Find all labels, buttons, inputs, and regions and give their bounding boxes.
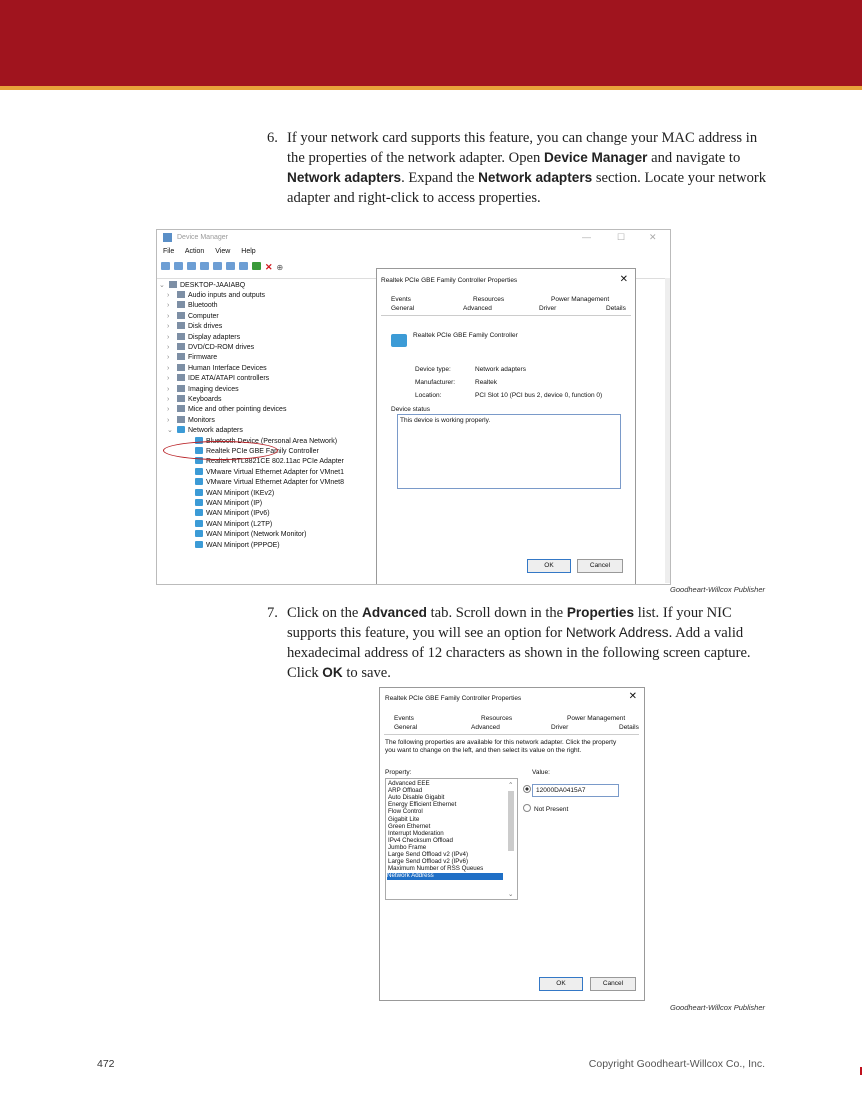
device-category-icon — [177, 426, 185, 433]
property-list-item[interactable]: Flow Control — [388, 808, 423, 816]
property-list-scrollbar[interactable] — [505, 779, 517, 899]
highlight-circle — [163, 441, 278, 460]
expand-arrow-icon[interactable]: › — [167, 344, 170, 351]
cancel-button[interactable]: Cancel — [590, 977, 636, 991]
network-adapter-icon — [195, 468, 203, 475]
scan-icon[interactable]: ⊕ — [276, 263, 284, 272]
cancel-button[interactable]: Cancel — [577, 559, 623, 573]
menu-action[interactable]: Action — [184, 248, 205, 255]
step-number: 6. — [267, 130, 278, 146]
ok-button[interactable]: OK — [539, 977, 583, 991]
property-list-item[interactable]: Large Send Offload v2 (IPv6) — [388, 858, 469, 866]
expand-arrow-icon[interactable]: › — [167, 406, 170, 414]
device-category-icon — [177, 333, 185, 340]
tab-divider — [384, 734, 639, 735]
device-category-icon — [177, 322, 185, 329]
advanced-description: The following properties are available for this network adapter. Click the property you want to change on the left, and then select its value on the right. — [385, 739, 617, 754]
emphasis-term: Advanced — [362, 605, 427, 620]
tree-category[interactable]: › Imaging devices — [167, 385, 239, 393]
device-category-icon — [177, 395, 185, 402]
expand-arrow-icon[interactable]: › — [167, 312, 170, 320]
step-7-text — [267, 603, 777, 683]
device-status-text: This device is working properly. — [400, 417, 491, 424]
device-category-icon — [177, 385, 185, 392]
list-icon[interactable] — [200, 262, 209, 270]
property-list-item[interactable]: Large Send Offload v2 (IPv4) — [388, 851, 469, 858]
emphasis-term: Network adapters — [287, 170, 402, 185]
location-label: Location: — [415, 392, 442, 399]
network-adapter-icon — [391, 334, 407, 347]
update-driver-icon[interactable] — [252, 262, 261, 270]
collapse-arrow-icon[interactable]: ⌄ — [167, 427, 173, 435]
property-list-item[interactable]: Advanced EEE — [388, 780, 430, 787]
forward-icon[interactable] — [174, 262, 183, 270]
tree-category[interactable]: › Bluetooth — [167, 302, 218, 310]
step-text-run: . Add a valid hexadecimal address of 12 characters as shown in the following screen capture. Click — [287, 625, 751, 681]
step-text-run: and navigate to — [647, 150, 741, 166]
scroll-thumb[interactable] — [508, 791, 514, 851]
step-text-run: If your network card supports this feature, you can change your MAC address in the properties of the network adapter. Open — [287, 130, 758, 166]
properties-dialog — [376, 268, 636, 585]
not-present-option[interactable]: Not Present — [523, 804, 568, 813]
tree-adapter-item[interactable]: WAN Miniport (PPPOE) — [195, 541, 280, 551]
tree-category[interactable]: › Audio inputs and outputs — [167, 292, 266, 299]
manufacturer-value: Realtek — [475, 379, 498, 386]
property-list-item[interactable]: ARP Offload — [388, 787, 423, 795]
tree-category[interactable]: › IDE ATA/ATAPI controllers — [167, 375, 270, 383]
step-text-run: to save. — [342, 665, 391, 681]
tab-divider — [381, 315, 631, 316]
tree-adapter-item[interactable]: VMware Virtual Ethernet Adapter for VMnet8 — [195, 478, 344, 488]
device-type-value: Network adapters — [475, 366, 526, 373]
property-list-item[interactable]: IPv4 Checksum Offload — [388, 836, 453, 844]
emphasis-term: Properties — [566, 605, 635, 620]
tab-resources[interactable]: Resources — [481, 715, 513, 722]
image-credit-2: Goodheart-Willcox Publisher — [670, 1003, 765, 1012]
property-list-item[interactable]: Maximum Number of RSS Queues — [388, 865, 484, 873]
property-label: Property: — [385, 769, 412, 776]
step-text-run: list. If your NIC supports this feature, you will see an option for — [287, 605, 732, 641]
tab-advanced[interactable]: Advanced — [463, 305, 492, 312]
network-adapter-icon — [195, 478, 203, 485]
device-category-icon — [177, 416, 185, 423]
expand-arrow-icon[interactable]: › — [167, 323, 170, 331]
tab-power-management[interactable]: Power Management — [551, 296, 610, 303]
step-body — [287, 130, 766, 206]
expand-arrow-icon[interactable]: › — [167, 354, 170, 362]
dialog-title: Realtek PCIe GBE Family Controller Properties — [385, 695, 522, 702]
tree-category[interactable]: ⌄ Network adapters — [167, 427, 243, 435]
expand-arrow-icon[interactable]: › — [167, 302, 170, 310]
tab-power-management[interactable]: Power Management — [567, 715, 626, 722]
device-name: Realtek PCIe GBE Family Controller — [413, 332, 518, 339]
step-text-run: tab. Scroll down in the — [426, 605, 567, 621]
dialog-close-icon[interactable]: ✕ — [628, 691, 637, 702]
device-category-icon — [177, 364, 185, 371]
tree-adapter-item[interactable]: Realtek PCIe GBE Family Controller — [195, 447, 319, 457]
tab-details[interactable]: Details — [606, 305, 626, 312]
tree-category[interactable]: › Keyboards — [167, 396, 222, 403]
device-manager-screenshot — [156, 229, 671, 585]
value-label: Value: — [532, 769, 550, 776]
tab-resources[interactable]: Resources — [473, 296, 505, 303]
tree-scrollbar[interactable] — [665, 278, 670, 583]
image-credit-1: Goodheart-Willcox Publisher — [670, 585, 765, 594]
property-list-item[interactable]: Network Address — [387, 873, 503, 880]
tree-adapter-item[interactable]: WAN Miniport (IP) — [195, 499, 262, 509]
step-body — [287, 605, 751, 681]
tree-adapter-item[interactable]: Realtek RTL8821CE 802.11ac PCIe Adapter — [195, 457, 344, 467]
device-category-icon — [177, 301, 185, 308]
page-header-band — [0, 0, 862, 86]
advanced-properties-dialog — [379, 687, 645, 1001]
tree-category[interactable]: › Monitors — [167, 416, 215, 424]
property-list[interactable] — [385, 778, 518, 900]
uninstall-icon[interactable]: ✕ — [265, 262, 273, 272]
menu-file[interactable]: File — [163, 248, 175, 255]
expand-arrow-icon[interactable]: › — [167, 364, 170, 372]
tree-category[interactable]: › Display adapters — [167, 333, 241, 341]
property-list-item[interactable]: Interrupt Moderation — [388, 829, 444, 837]
device-status-box[interactable] — [397, 414, 621, 489]
device-type-label: Device type: — [415, 366, 451, 373]
ok-button[interactable]: OK — [527, 559, 571, 573]
device-category-icon — [177, 312, 185, 319]
device-category-icon — [177, 343, 185, 350]
device-status-label: Device status — [391, 406, 431, 413]
toolbar — [161, 262, 283, 274]
emphasis-term: OK — [322, 665, 343, 680]
network-adapter-icon — [195, 489, 203, 496]
expand-arrow-icon[interactable]: › — [167, 375, 170, 383]
network-adapter-icon — [195, 541, 203, 548]
device-manager-icon — [163, 233, 172, 242]
device-manager-titlebar — [157, 230, 670, 245]
property-list-item[interactable]: Gigabit Lite — [388, 815, 420, 823]
tree-adapter-item[interactable]: WAN Miniport (IPv6) — [195, 509, 270, 519]
tree-category[interactable]: › Disk drives — [167, 323, 223, 331]
property-list-item[interactable]: Green Ethernet — [388, 822, 431, 830]
step-text-run: Click on the — [287, 605, 362, 621]
dialog-close-icon[interactable]: ✕ — [619, 274, 628, 285]
property-list-item[interactable]: Energy Efficient Ethernet — [388, 801, 457, 809]
step-number: 7. — [267, 605, 278, 621]
emphasis-term: Device Manager — [543, 150, 648, 165]
location-value: PCI Slot 10 (PCI bus 2, device 0, function 0) — [475, 392, 603, 399]
tree-adapter-item[interactable]: VMware Virtual Ethernet Adapter for VMnet1 — [195, 468, 344, 478]
tree-root[interactable]: ⌄ DESKTOP-JAAIABQ — [159, 282, 246, 289]
tree-category[interactable]: › Firmware — [167, 354, 218, 362]
scroll-down-icon[interactable]: ⌄ — [508, 891, 514, 898]
step-text-run: . Expand the — [401, 170, 479, 186]
tree-adapter-item[interactable]: Bluetooth Device (Personal Area Network) — [195, 437, 337, 447]
network-adapter-icon — [195, 530, 203, 537]
menu-view[interactable]: View — [215, 248, 231, 255]
expand-arrow-icon[interactable]: › — [167, 416, 170, 424]
tab-events[interactable]: Events — [394, 715, 414, 722]
property-list-item[interactable]: Auto Disable Gigabit — [388, 794, 445, 802]
network-address-input[interactable]: 12000DA0415A7 — [532, 784, 619, 797]
tab-general[interactable]: General — [394, 724, 418, 731]
computer-icon — [169, 281, 177, 288]
tab-advanced[interactable]: Advanced — [471, 724, 500, 731]
properties-icon[interactable] — [187, 262, 196, 270]
tree-category[interactable]: › Mice and other pointing devices — [167, 406, 287, 414]
menu-help[interactable]: Help — [241, 248, 256, 255]
tree-category[interactable]: › Human Interface Devices — [167, 364, 267, 372]
step-text-run: section. Locate your network adapter and right-click to access properties. — [287, 170, 767, 206]
step-6-text — [267, 128, 777, 208]
emphasis-term: Network adapters — [478, 170, 593, 185]
device-category-icon — [177, 353, 185, 360]
help-icon[interactable] — [213, 262, 222, 270]
page-number: 472 — [97, 1058, 115, 1070]
expand-arrow-icon[interactable]: › — [167, 333, 170, 341]
not-present-radio[interactable] — [523, 804, 531, 812]
collapse-arrow-icon[interactable]: ⌄ — [159, 282, 165, 289]
back-icon[interactable] — [161, 262, 170, 270]
device-manager-title: Device Manager — [177, 234, 228, 241]
dialog-title: Realtek PCIe GBE Family Controller Properties — [381, 277, 518, 284]
maximize-button[interactable]: ☐ — [617, 232, 626, 242]
expand-arrow-icon[interactable]: › — [167, 396, 170, 403]
tree-category[interactable]: › Computer — [167, 312, 219, 320]
network-adapter-icon — [195, 499, 203, 506]
tree-adapter-item[interactable]: WAN Miniport (Network Monitor) — [195, 530, 306, 540]
tree-adapter-item[interactable]: WAN Miniport (IKEv2) — [195, 489, 274, 499]
tab-driver[interactable]: Driver — [539, 305, 557, 312]
expand-arrow-icon[interactable]: › — [167, 385, 170, 393]
tab-events[interactable]: Events — [391, 296, 411, 303]
tab-details[interactable]: Details — [619, 724, 639, 731]
device-category-icon — [177, 374, 185, 381]
scroll-up-icon[interactable]: ⌃ — [508, 782, 514, 789]
network-adapter-icon — [195, 509, 203, 516]
network-adapter-icon — [195, 520, 203, 527]
monitor-icon[interactable] — [239, 262, 248, 270]
copyright: Copyright Goodheart-Willcox Co., Inc. — [588, 1058, 765, 1070]
minimize-button[interactable]: — — [582, 232, 591, 242]
manufacturer-label: Manufacturer: — [415, 379, 456, 386]
option-term: Network Address — [565, 625, 669, 640]
tree-category[interactable]: › DVD/CD-ROM drives — [167, 344, 255, 351]
tab-general[interactable]: General — [391, 305, 415, 312]
expand-arrow-icon[interactable]: › — [167, 292, 170, 299]
menu-bar — [163, 248, 265, 255]
device-category-icon — [177, 291, 185, 298]
header-accent-stripe — [0, 86, 862, 90]
view-icon[interactable] — [226, 262, 235, 270]
property-list-item[interactable]: Jumbo Frame — [388, 843, 427, 851]
tab-driver[interactable]: Driver — [551, 724, 569, 731]
tree-adapter-item[interactable]: WAN Miniport (L2TP) — [195, 520, 272, 530]
device-category-icon — [177, 405, 185, 412]
close-button[interactable]: ✕ — [649, 232, 657, 242]
